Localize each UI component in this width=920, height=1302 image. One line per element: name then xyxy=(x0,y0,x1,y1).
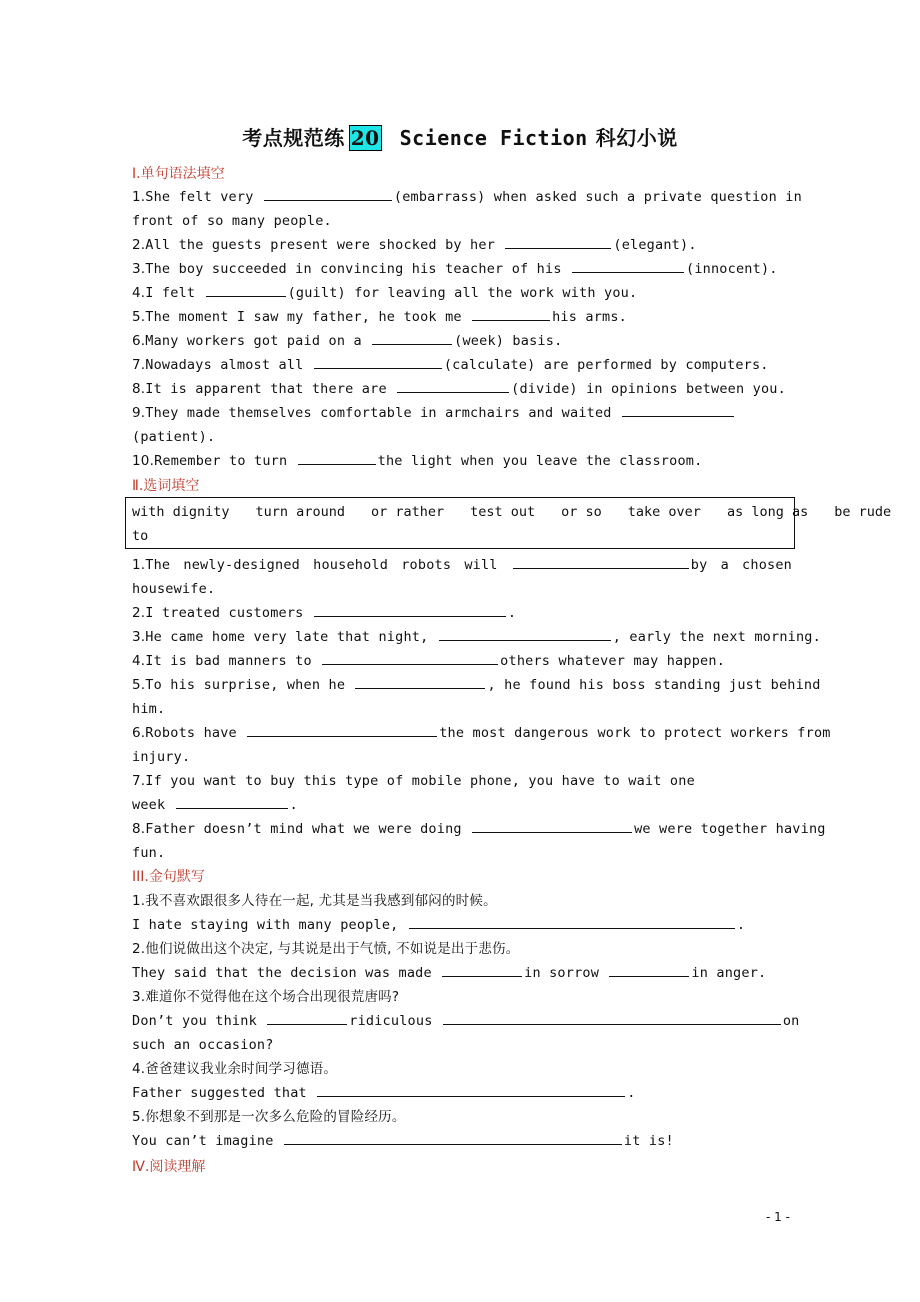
q-text: we were together having xyxy=(634,821,826,837)
word-bank-item: or so xyxy=(561,504,602,520)
question-line xyxy=(132,697,792,721)
q-num: 2. xyxy=(132,941,146,957)
word-bank-item: or rather xyxy=(370,504,445,520)
answer-blank[interactable] xyxy=(443,1010,781,1025)
question-line xyxy=(132,721,831,745)
answer-blank[interactable] xyxy=(372,330,452,345)
question-line xyxy=(132,841,792,865)
section-heading: Ⅰ.单句语法填空 xyxy=(132,166,225,182)
question-line xyxy=(132,769,792,793)
answer-blank[interactable] xyxy=(264,186,392,201)
answer-blank[interactable] xyxy=(609,962,689,977)
answer-blank[interactable] xyxy=(472,306,550,321)
question-line xyxy=(132,601,792,625)
section-heading: Ⅳ.阅读理解 xyxy=(132,1159,206,1175)
q-text: (divide) in opinions between you. xyxy=(511,381,786,397)
q-num: 9. xyxy=(132,405,146,421)
question-line xyxy=(132,553,792,577)
q-chinese: 你想象不到那是一次多么危险的冒险经历。 xyxy=(145,1109,406,1125)
q-chinese: 爸爸建议我业余时间学习德语。 xyxy=(145,1061,338,1077)
q-text: the light when you leave the classroom. xyxy=(377,453,703,469)
question-line xyxy=(132,233,792,257)
q-text: his arms. xyxy=(552,309,628,325)
q-text: Many workers got paid on a xyxy=(145,333,362,349)
q-text: him. xyxy=(132,701,166,717)
answer-blank[interactable] xyxy=(472,818,632,833)
q-text: (elegant). xyxy=(613,237,697,253)
q-num: 3. xyxy=(132,629,146,645)
question-line xyxy=(132,185,802,209)
q-text: in sorrow xyxy=(524,965,600,981)
q-text: The newly-designed household robots will xyxy=(145,557,498,573)
answer-blank[interactable] xyxy=(397,378,509,393)
answer-blank[interactable] xyxy=(298,450,376,465)
question-line xyxy=(132,257,792,281)
q-num: 5. xyxy=(132,677,146,693)
q-chinese: 他们说做出这个决定, 与其说是出于气愤, 不如说是出于悲伤。 xyxy=(145,941,520,957)
answer-blank[interactable] xyxy=(317,1082,625,1097)
question-line xyxy=(132,745,792,769)
word-bank-item: be rude xyxy=(834,504,892,520)
answer-blank[interactable] xyxy=(267,1010,347,1025)
q-text: If you want to buy this type of mobile phone, you have to wait one xyxy=(145,773,695,789)
question-line xyxy=(132,625,821,649)
q-text: All the guests present were shocked by her xyxy=(145,237,496,253)
word-bank-line: to xyxy=(132,528,149,544)
q-text: such an occasion? xyxy=(132,1037,274,1053)
question-line xyxy=(132,281,792,305)
q-text: You can’t imagine xyxy=(132,1133,274,1149)
q-num: 4. xyxy=(132,653,146,669)
question-line xyxy=(132,649,792,673)
question-line xyxy=(132,1129,792,1153)
q-num: 5. xyxy=(132,1109,146,1125)
q-text: . xyxy=(627,1085,636,1101)
q-num: 4. xyxy=(132,285,146,301)
question-line xyxy=(132,1009,800,1033)
q-num: 6. xyxy=(132,333,146,349)
q-num: 1. xyxy=(132,557,146,573)
q-text: injury. xyxy=(132,749,191,765)
answer-blank[interactable] xyxy=(355,674,485,689)
question-line xyxy=(132,793,792,817)
q-text: . xyxy=(289,797,298,813)
q-text: in anger. xyxy=(691,965,767,981)
q-text: Nowadays almost all xyxy=(145,357,304,373)
q-text: on xyxy=(782,1013,800,1029)
answer-blank[interactable] xyxy=(206,282,286,297)
q-text: (week) basis. xyxy=(454,333,563,349)
section-heading: III.金句默写 xyxy=(132,869,205,885)
q-num: 1. xyxy=(132,189,146,205)
q-text: , early the next morning. xyxy=(612,629,821,645)
q-num: 3. xyxy=(132,989,146,1005)
word-bank-item: take over xyxy=(627,504,701,520)
question-line xyxy=(132,817,826,841)
q-num: 3. xyxy=(132,261,146,277)
q-text: It is bad manners to xyxy=(145,653,312,669)
answer-blank[interactable] xyxy=(314,602,506,617)
q-num: 7. xyxy=(132,357,146,373)
word-bank-item: test out xyxy=(470,504,536,520)
title-number: 20 xyxy=(350,126,380,150)
question-line xyxy=(132,377,792,401)
q-text: To his surprise, when he xyxy=(145,677,346,693)
q-text: Don’t you think xyxy=(132,1013,257,1029)
q-text: Father doesn’t mind what we were doing xyxy=(145,821,462,837)
q-text: , he found his boss standing just behind xyxy=(487,677,821,693)
q-text: I hate staying with many people, xyxy=(132,917,399,933)
q-text: They made themselves comfortable in armchairs and waited xyxy=(145,405,612,421)
q-text: others whatever may happen. xyxy=(500,653,726,669)
question-line xyxy=(132,913,792,937)
answer-blank[interactable] xyxy=(439,626,611,641)
q-text: Robots have xyxy=(145,725,237,741)
q-num: 5. xyxy=(132,309,146,325)
chinese-prompt xyxy=(132,1105,792,1129)
question-line xyxy=(132,305,792,329)
q-chinese: 我不喜欢跟很多人待在一起, 尤其是当我感到郁闷的时候。 xyxy=(145,893,497,909)
page-number: - 1 - xyxy=(766,1210,790,1224)
title-english: Science Fiction xyxy=(399,126,588,150)
title-chinese: 科幻小说 xyxy=(595,126,678,150)
question-line xyxy=(132,577,792,601)
word-bank-line xyxy=(132,504,891,520)
q-text: (embarrass) when asked such a private question in xyxy=(393,189,802,205)
q-num: 2. xyxy=(132,237,146,253)
question-line xyxy=(132,449,792,473)
question-line xyxy=(132,353,792,377)
answer-blank[interactable] xyxy=(442,962,522,977)
section-heading: Ⅱ.选词填空 xyxy=(132,478,200,494)
q-text: week xyxy=(132,797,166,813)
answer-blank[interactable] xyxy=(284,1130,622,1145)
q-text: . xyxy=(736,917,746,933)
q-num: 1. xyxy=(132,893,146,909)
q-text: by a chosen xyxy=(690,557,793,573)
title-prefix: 考点规范练 xyxy=(242,126,345,150)
q-text: He came home very late that night, xyxy=(145,629,429,645)
q-text: it is! xyxy=(623,1133,674,1149)
q-text: (calculate) are performed by computers. xyxy=(443,357,769,373)
question-line xyxy=(132,1081,792,1105)
word-bank-item: turn around xyxy=(255,504,345,520)
question-line xyxy=(132,329,792,353)
chinese-prompt xyxy=(132,1057,792,1081)
answer-blank[interactable] xyxy=(505,234,611,249)
answer-blank[interactable] xyxy=(247,722,437,737)
q-text: the most dangerous work to protect workers from xyxy=(439,725,831,741)
q-num: 8. xyxy=(132,381,146,397)
answer-blank[interactable] xyxy=(622,402,734,417)
q-text: fun. xyxy=(132,845,166,861)
q-text: . xyxy=(507,605,517,621)
answer-blank[interactable] xyxy=(322,650,498,665)
q-text: (patient). xyxy=(132,429,216,445)
q-text: Remember to turn xyxy=(154,453,288,469)
q-num: 6. xyxy=(132,725,146,741)
q-text: (guilt) for leaving all the work with you. xyxy=(287,285,638,301)
chinese-prompt xyxy=(132,985,792,1009)
q-text: I treated customers xyxy=(145,605,304,621)
question-line xyxy=(132,961,792,985)
page-title xyxy=(0,122,920,151)
q-text: ridiculous xyxy=(349,1013,433,1029)
q-text: The boy succeeded in convincing his teacher of his xyxy=(145,261,562,277)
question-line xyxy=(132,425,792,449)
q-chinese: 难道你不觉得他在这个场合出现很荒唐吗? xyxy=(145,989,400,1005)
word-bank-box xyxy=(125,497,892,549)
question-line xyxy=(132,1033,792,1057)
q-num: 2. xyxy=(132,605,146,621)
question-line xyxy=(132,209,792,233)
q-text: I felt xyxy=(145,285,196,301)
q-num: 10. xyxy=(132,453,155,469)
word-bank-item: with dignity xyxy=(132,504,230,520)
question-line xyxy=(132,673,821,697)
q-text: Father suggested that xyxy=(132,1085,307,1101)
q-text: They said that the decision was made xyxy=(132,965,432,981)
word-bank-item: as long as xyxy=(726,504,809,520)
q-text: (innocent). xyxy=(686,261,778,277)
answer-blank[interactable] xyxy=(176,794,288,809)
q-num: 7. xyxy=(132,773,146,789)
answer-blank[interactable] xyxy=(513,554,689,569)
answer-blank[interactable] xyxy=(572,258,684,273)
q-num: 8. xyxy=(132,821,146,837)
q-text: She felt very xyxy=(145,189,254,205)
q-text: housewife. xyxy=(132,581,216,597)
question-line xyxy=(132,401,792,425)
q-num: 4. xyxy=(132,1061,146,1077)
chinese-prompt xyxy=(132,889,792,913)
q-text: front of so many people. xyxy=(132,213,332,229)
chinese-prompt xyxy=(132,937,792,961)
q-text: The moment I saw my father, he took me xyxy=(145,309,462,325)
answer-blank[interactable] xyxy=(409,914,735,929)
q-text: It is apparent that there are xyxy=(145,381,387,397)
answer-blank[interactable] xyxy=(314,354,442,369)
